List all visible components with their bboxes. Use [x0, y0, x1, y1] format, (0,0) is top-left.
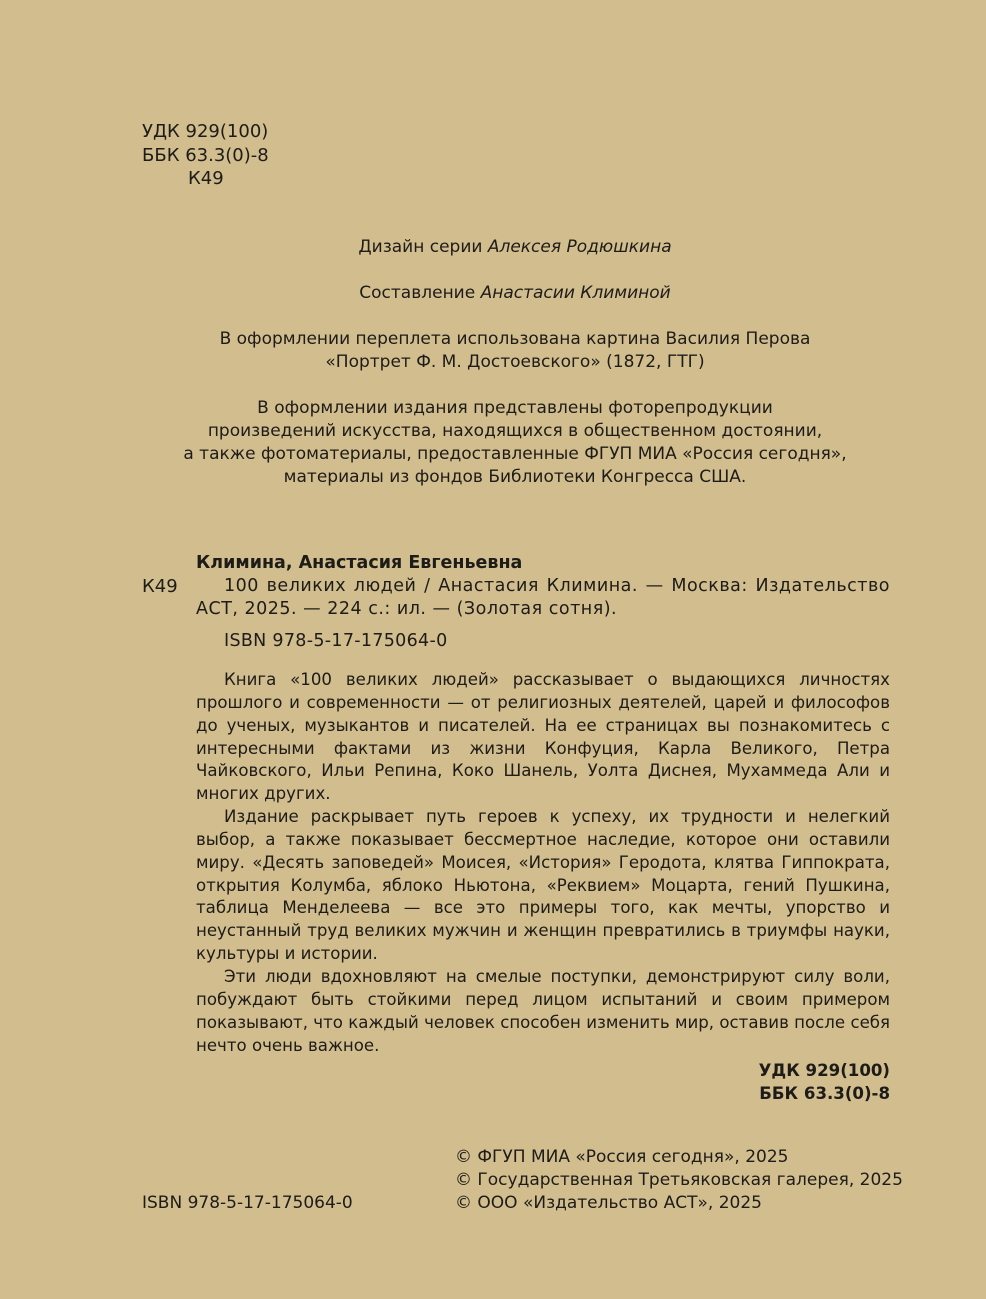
classification-block [142, 120, 269, 191]
copyright-line: © ФГУП МИА «Россия сегодня», 2025 [455, 1147, 789, 1167]
bibliographic-description: 100 великих людей / Анастасия Климина. — Москва: Издательство АСТ, 2025. — 224 с.: ил. — (Золотая сотня). [196, 576, 890, 619]
photo-credit-line: а также фотоматериалы, предоставленные ФГУП МИА «Россия сегодня», [183, 444, 847, 464]
catalog-card [196, 552, 890, 1105]
series-design-credit [140, 236, 890, 259]
copyright-block [455, 1146, 903, 1215]
author-name: Климина, Анастасия Евгеньевна [196, 553, 523, 573]
author-mark: К49 [188, 168, 224, 189]
bbk-code: ББК 63.3(0)-8 [142, 144, 269, 166]
photo-credit-line: В оформлении издания представлены фоторепродукции [257, 398, 773, 418]
footer-isbn: ISBN 978-5-17-175064-0 [142, 1193, 353, 1213]
annotation-paragraph: Эти люди вдохновляют на смелые поступки, демонстрируют силу воли, побуждают быть стойкими перед лицом испытаний и своим примером показывают, что каждый человек способен изменить мир, оставив после себя нечто очень важное. [196, 966, 890, 1055]
annotation-paragraph: Издание раскрывает путь героев к успеху, их трудности и нелегкий выбор, а также показывает бессмертное наследие, которое они оставили миру. «Десять заповедей» Моисея, «История» Геродота, клятва Гиппократа, открытия Колумба, яблоко Ньютона, «Реквием» Моцарта, гений Пушкина, таблица Менделеева — все это примеры того, как мечты, упорство и неустанный труд великих мужчин и женщин превратились в триумфы науки, культуры и истории. [196, 807, 890, 964]
annotation-paragraph: Книга «100 великих людей» рассказывает о выдающихся личностях прошлого и современности — от религиозных деятелей, царей и философов до ученых, музыкантов и писателей. На ее страницах вы познакомитесь с интересными фактами из жизни Конфуция, Карла Великого, Петра Чайковского, Ильи Репина, Коко Шанель, Уолта Диснея, Мухаммеда Али и многих других. [196, 670, 890, 804]
udk-code: УДК 929(100) [142, 121, 269, 142]
cover-credit [140, 328, 890, 374]
annotation [196, 669, 890, 1057]
photo-credit-line: материалы из фондов Библиотеки Конгресса США. [283, 467, 747, 487]
copyright-line: © Государственная Третьяковская галерея, 2025 [455, 1170, 903, 1190]
photo-credit [140, 397, 890, 489]
series-design-name: Алексея Родюшкина [487, 237, 672, 257]
photo-credit-line: произведений искусства, находящихся в общественном достоянии, [207, 421, 823, 441]
series-design-label: Дизайн серии [358, 237, 483, 257]
compilation-label: Составление [359, 283, 476, 303]
catalog-classification [196, 1059, 890, 1105]
cover-credit-line: В оформлении переплета использована картина Василия Перова [219, 329, 811, 349]
catalog-udk: УДК 929(100) [758, 1061, 890, 1081]
cover-credit-line: «Портрет Ф. М. Достоевского» (1872, ГТГ) [325, 352, 705, 372]
catalog-isbn: ISBN 978-5-17-175064-0 [224, 631, 448, 651]
compilation-credit [140, 282, 890, 305]
copyright-line: © ООО «Издательство АСТ», 2025 [455, 1193, 762, 1213]
compilation-name: Анастасии Климиной [480, 283, 671, 303]
catalog-author-mark: К49 [142, 576, 178, 597]
catalog-bbk: ББК 63.3(0)-8 [759, 1084, 890, 1104]
